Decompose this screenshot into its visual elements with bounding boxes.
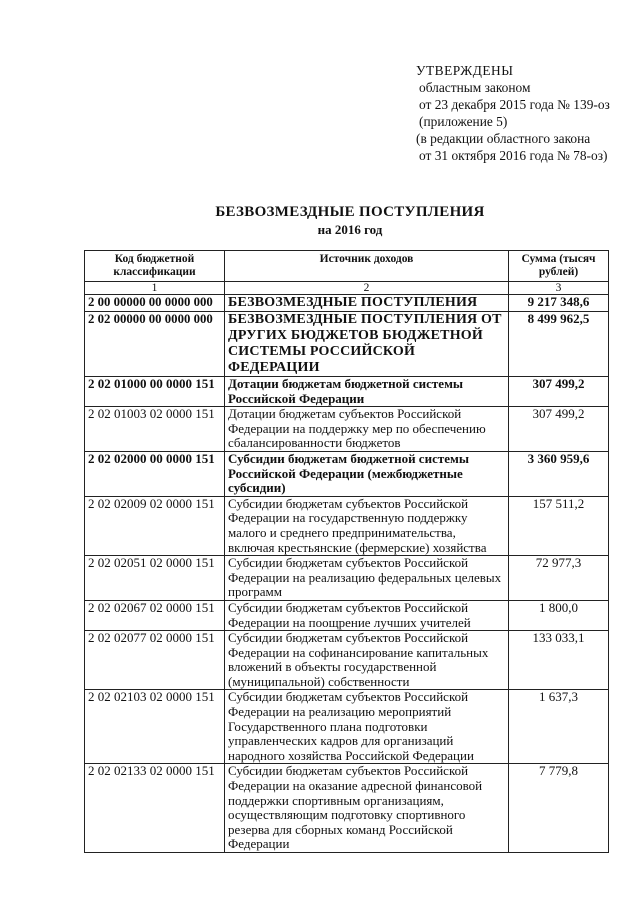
page-title: БЕЗВОЗМЕЗДНЫЕ ПОСТУПЛЕНИЯ — [215, 204, 485, 220]
row-amount: 1 800,0 — [509, 600, 609, 630]
table-row — [85, 377, 609, 407]
table-row — [85, 690, 609, 764]
table-row — [85, 764, 609, 853]
table-row — [85, 312, 609, 377]
row-code: 2 02 02067 02 0000 151 — [85, 600, 225, 630]
table-row — [85, 600, 609, 630]
row-source: Дотации бюджетам бюджетной системы Российской Федерации — [225, 377, 509, 407]
row-code: 2 02 00000 00 0000 000 — [85, 312, 225, 377]
approval-line-law: областным законом — [419, 80, 531, 95]
column-number-row — [85, 282, 609, 295]
header-source: Источник доходов — [225, 251, 509, 282]
row-code: 2 02 02009 02 0000 151 — [85, 496, 225, 555]
table-row — [85, 407, 609, 452]
row-code: 2 02 02051 02 0000 151 — [85, 556, 225, 601]
row-source: Субсидии бюджетам субъектов Российской Федерации на софинансирование капитальных вложений в объекты государственной (муниципальной) собственности — [225, 631, 509, 690]
table-row — [85, 451, 609, 496]
table-row — [85, 631, 609, 690]
header-code: Код бюджетной классификации — [85, 251, 225, 282]
row-code: 2 02 02133 02 0000 151 — [85, 764, 225, 853]
row-code: 2 02 02103 02 0000 151 — [85, 690, 225, 764]
approval-block — [416, 62, 610, 164]
column-number: 3 — [509, 282, 609, 295]
row-amount: 8 499 962,5 — [509, 312, 609, 377]
row-amount: 9 217 348,6 — [509, 295, 609, 312]
row-source: Субсидии бюджетам субъектов Российской Федерации на реализацию федеральных целевых программ — [225, 556, 509, 601]
table-row — [85, 556, 609, 601]
page-subtitle: на 2016 год — [317, 222, 383, 237]
row-amount: 307 499,2 — [509, 377, 609, 407]
approval-line-edition: (в редакции областного закона — [416, 131, 591, 146]
row-code: 2 02 01003 02 0000 151 — [85, 407, 225, 452]
document-heading — [0, 204, 640, 238]
row-source: БЕЗВОЗМЕЗДНЫЕ ПОСТУПЛЕНИЯ — [225, 295, 509, 312]
table-row — [85, 295, 609, 312]
column-number: 2 — [225, 282, 509, 295]
row-amount: 307 499,2 — [509, 407, 609, 452]
row-amount: 7 779,8 — [509, 764, 609, 853]
row-source: Субсидии бюджетам субъектов Российской Федерации на оказание адресной финансовой поддержки спортивным организациям, осуществляющим подготовку спортивного резерва для сборных команд Российской Федерации — [225, 764, 509, 853]
row-source: Субсидии бюджетам субъектов Российской Федерации на реализацию мероприятий Государственного плана подготовки управленческих кадров для организаций народного хозяйства Российской Федерации — [225, 690, 509, 764]
row-code: 2 00 00000 00 0000 000 — [85, 295, 225, 312]
row-amount: 72 977,3 — [509, 556, 609, 601]
header-amount: Сумма (тысяч рублей) — [509, 251, 609, 282]
revenue-table — [84, 250, 609, 853]
approval-line-edition-date: от 31 октября 2016 года № 78-оз) — [419, 148, 608, 163]
approval-line-approved: УТВЕРЖДЕНЫ — [416, 63, 514, 78]
row-amount: 1 637,3 — [509, 690, 609, 764]
row-code: 2 02 02000 00 0000 151 — [85, 451, 225, 496]
approval-line-date: от 23 декабря 2015 года № 139-оз — [419, 97, 610, 112]
row-source: БЕЗВОЗМЕЗДНЫЕ ПОСТУПЛЕНИЯ ОТ ДРУГИХ БЮДЖЕТОВ БЮДЖЕТНОЙ СИСТЕМЫ РОССИЙСКОЙ ФЕДЕРАЦИИ — [225, 312, 509, 377]
row-code: 2 02 01000 00 0000 151 — [85, 377, 225, 407]
approval-line-appendix: (приложение 5) — [419, 114, 508, 129]
table-header-row — [85, 251, 609, 282]
row-amount: 157 511,2 — [509, 496, 609, 555]
column-number: 1 — [85, 282, 225, 295]
row-code: 2 02 02077 02 0000 151 — [85, 631, 225, 690]
row-source: Субсидии бюджетам субъектов Российской Федерации на государственную поддержку малого и среднего предпринимательства, включая крестьянские (фермерские) хозяйства — [225, 496, 509, 555]
row-source: Дотации бюджетам субъектов Российской Федерации на поддержку мер по обеспечению сбалансированности бюджетов — [225, 407, 509, 452]
row-source: Субсидии бюджетам бюджетной системы Российской Федерации (межбюджетные субсидии) — [225, 451, 509, 496]
table-row — [85, 496, 609, 555]
row-source: Субсидии бюджетам субъектов Российской Федерации на поощрение лучших учителей — [225, 600, 509, 630]
row-amount: 133 033,1 — [509, 631, 609, 690]
row-amount: 3 360 959,6 — [509, 451, 609, 496]
